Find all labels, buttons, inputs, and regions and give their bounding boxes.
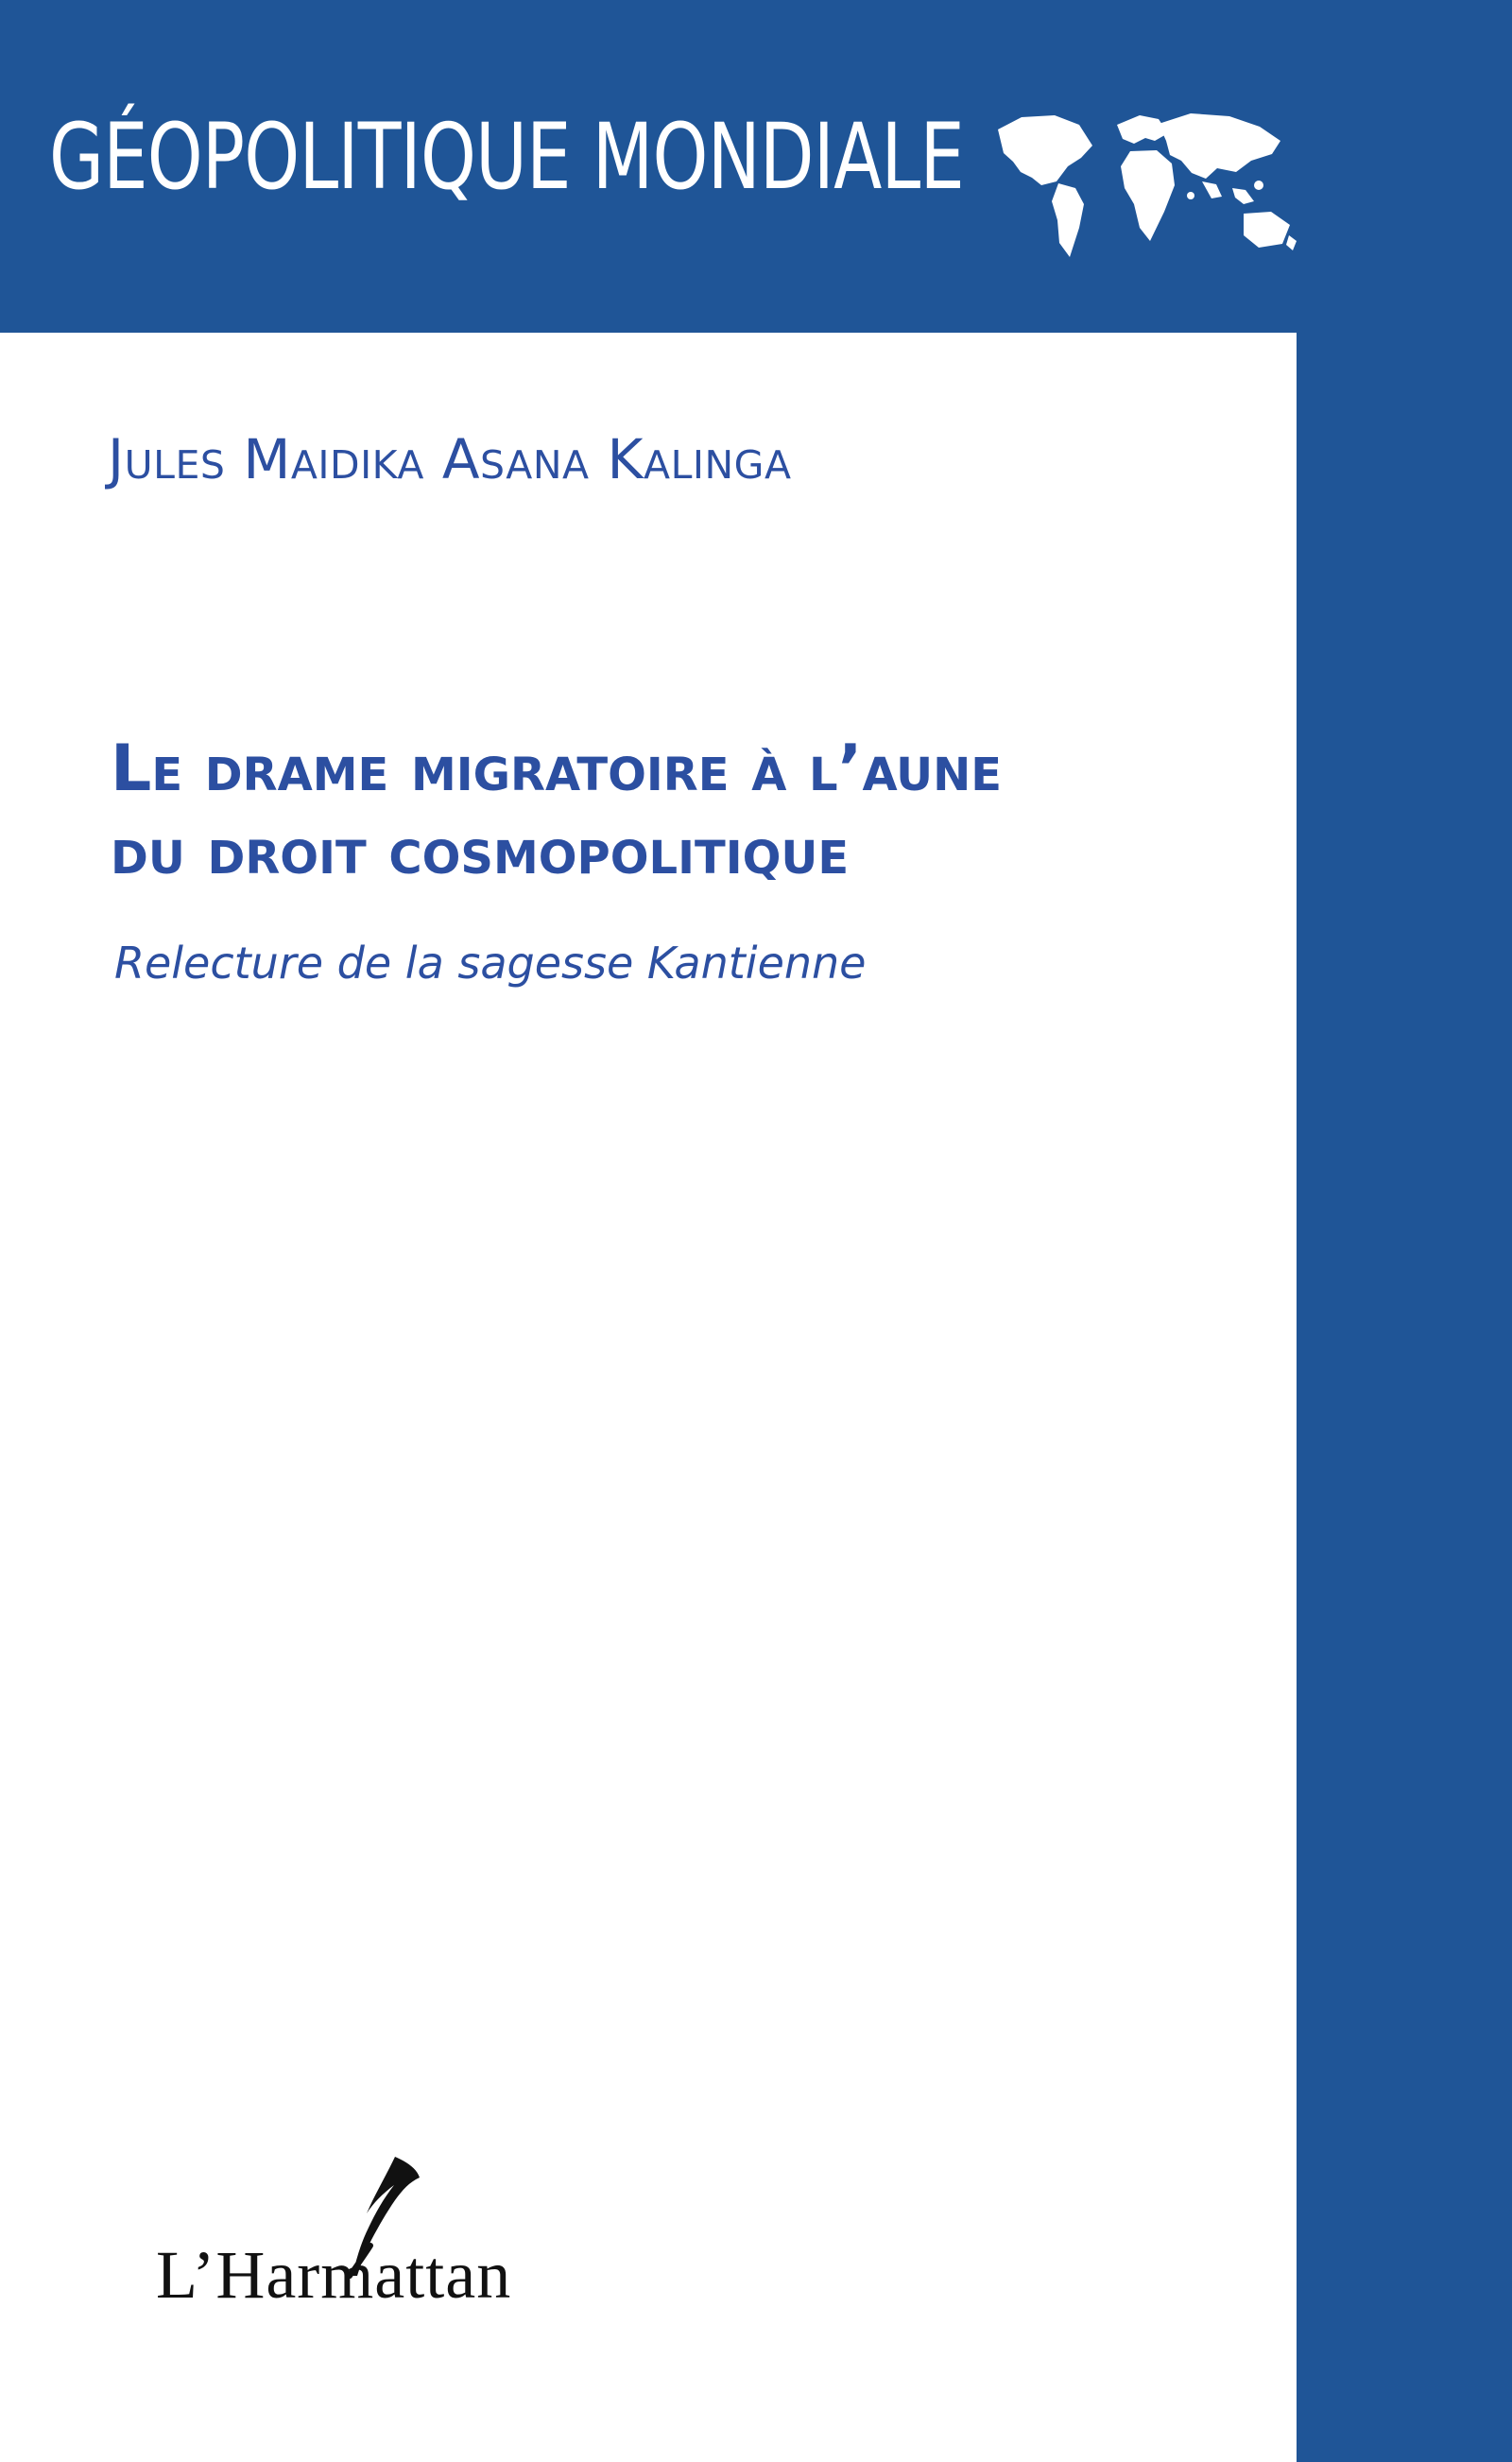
series-title: GÉOPOLITIQUE MONDIALE (49, 104, 965, 210)
publisher-name: L’Harmattan (156, 2237, 512, 2313)
book-title (111, 728, 1002, 894)
author-name: Jules Maidika Asana Kalinga (108, 427, 792, 491)
world-map-icon (988, 98, 1300, 264)
book-subtitle: Relecture de la sagesse Kantienne (114, 938, 867, 989)
cover-panel (0, 333, 1297, 2462)
title-line-2: du droit cosmopolitique (111, 815, 850, 889)
title-line-1: Le drame migratoire à l’aune (111, 732, 1003, 806)
series-header (0, 0, 1512, 333)
publisher-logo (156, 2153, 628, 2313)
